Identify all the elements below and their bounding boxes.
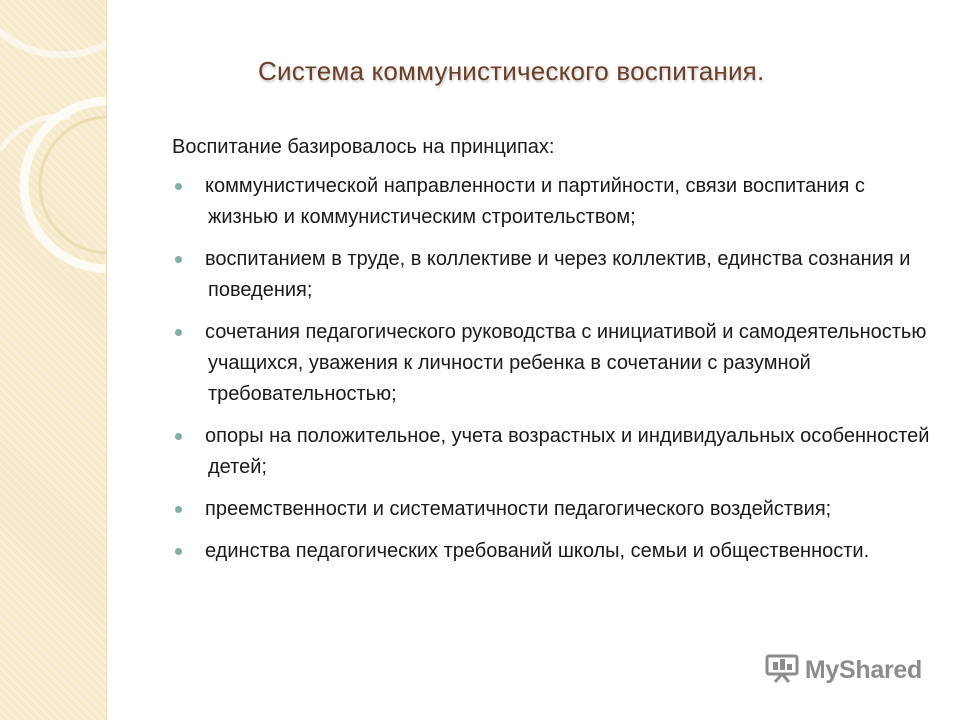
bullet-icon	[175, 506, 182, 513]
list-item	[172, 244, 932, 306]
list-item	[172, 494, 932, 525]
list-item	[172, 536, 932, 567]
bullet-icon	[175, 329, 182, 336]
list-item-text: воспитанием в труде, в коллективе и через коллектив, единства сознания и поведения;	[205, 248, 911, 301]
list-item-text: опоры на положительное, учета возрастных и индивидуальных особенностей детей;	[205, 425, 930, 478]
bullet-icon	[175, 433, 182, 440]
ring-outer	[24, 101, 106, 269]
slide-title: Система коммунистического воспитания.	[258, 56, 765, 86]
watermark-text: MyShared	[804, 656, 922, 684]
decorative-sidebar	[0, 0, 107, 720]
list-item	[172, 421, 932, 483]
bullet-icon	[175, 183, 182, 190]
bullet-icon	[175, 256, 182, 263]
ring-top	[0, 0, 106, 55]
bullet-icon	[175, 548, 182, 555]
list-item-text: единства педагогических требований школы, семьи и общественности.	[205, 540, 870, 562]
list-item-text: коммунистической направленности и партийности, связи воспитания с жизнью и коммунистическим строительством;	[205, 175, 865, 228]
decorative-rings	[0, 0, 106, 720]
slide-body	[172, 132, 932, 578]
presentation-board-icon	[765, 653, 799, 688]
list-item	[172, 317, 932, 410]
watermark	[765, 653, 922, 688]
principles-list	[172, 171, 932, 567]
intro-text: Воспитание базировалось на принципах:	[172, 136, 555, 158]
list-item-text: преемственности и систематичности педагогического воздействия;	[205, 498, 832, 520]
list-item-text: сочетания педагогического руководства с инициативой и самодеятельностью учащихся, уважения к личности ребенка в сочетании с разумной требовательностью;	[205, 321, 927, 405]
ring-inner-shadow	[40, 117, 106, 253]
list-item	[172, 171, 932, 233]
